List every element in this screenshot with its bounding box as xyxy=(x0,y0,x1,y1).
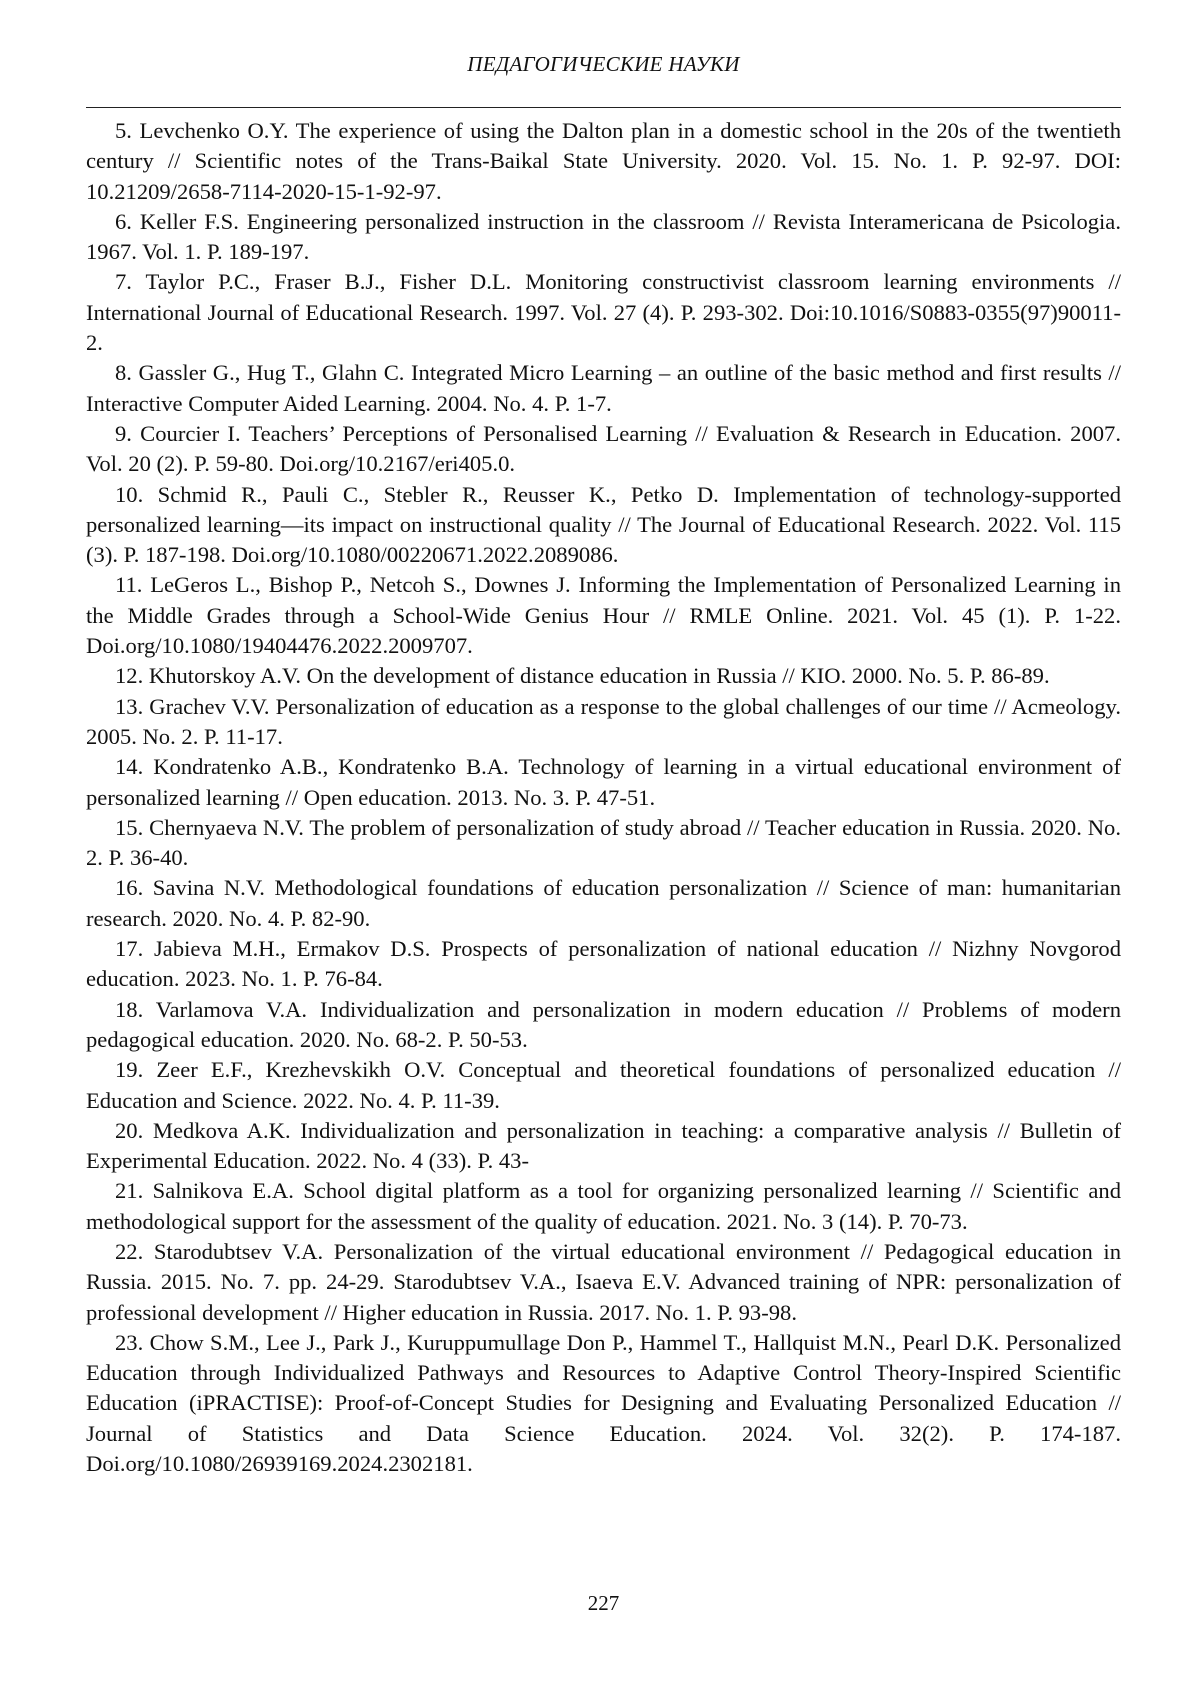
reference-item-19: 19. Zeer E.F., Krezhevskikh O.V. Conceptual and theoretical foundations of personalized education // Education and Science. 2022. No. 4. P. 11-39. xyxy=(86,1057,1121,1113)
reference-item-5: 5. Levchenko O.Y. The experience of using the Dalton plan in a domestic school in the 20s of the twentieth century // Scientific notes of the Trans-Baikal State University. 2020. Vol. 15. No. 1. P. 92-97. DOI: 10.21209/2658-7114-2020-15-1-92-97. xyxy=(86,118,1121,204)
page-number: 227 xyxy=(587,1591,620,1615)
reference-item-7: 7. Taylor P.C., Fraser B.J., Fisher D.L. Monitoring constructivist classroom learning environments // International Journal of Educational Research. 1997. Vol. 27 (4). P. 293-302. Doi:10.1016/S0883-0355(97)90011-2. xyxy=(86,269,1121,356)
reference-item-21: 21. Salnikova E.A. School digital platform as a tool for organizing personalized learning // Scientific and methodological support for the assessment of the quality of education. 2021. No. 3 (14). P. 70-73. xyxy=(86,1178,1121,1234)
reference-item-12: 12. Khutorskoy A.V. On the development of distance education in Russia // KIO. 2000. No. 5. P. 86-89. xyxy=(115,663,1050,689)
reference-item-22: 22. Starodubtsev V.A. Personalization of the virtual educational environment // Pedagogical education in Russia. 2015. No. 7. pp. 24-29. Starodubtsev V.A., Isaeva E.V. Advanced training of NPR: personalization of professional development // Higher education in Russia. 2017. No. 1. P. 93-98. xyxy=(86,1238,1121,1325)
reference-item-15: 15. Chernyaeva N.V. The problem of personalization of study abroad // Teacher education in Russia. 2020. No. 2. P. 36-40. xyxy=(86,814,1121,871)
reference-item-17: 17. Jabieva M.H., Ermakov D.S. Prospects of personalization of national education // Nizhny Novgorod education. 2023. No. 1. P. 76-84. xyxy=(86,936,1121,992)
reference-item-8: 8. Gassler G., Hug T., Glahn C. Integrated Micro Learning – an outline of the basic method and first results // Interactive Computer Aided Learning. 2004. No. 4. P. 1-7. xyxy=(86,360,1121,416)
reference-item-14: 14. Kondratenko A.B., Kondratenko B.A. Technology of learning in a virtual educational environment of personalized learning // Open education. 2013. No. 3. P. 47-51. xyxy=(86,754,1121,810)
reference-item-6: 6. Keller F.S. Engineering personalized instruction in the classroom // Revista Interamericana de Psicologia. 1967. Vol. 1. P. 189-197. xyxy=(86,208,1121,265)
reference-list xyxy=(86,116,1121,1479)
reference-item-9: 9. Courcier I. Teachers’ Perceptions of Personalised Learning // Evaluation & Research in Education. 2007. Vol. 20 (2). P. 59-80. Doi.org/10.2167/eri405.0. xyxy=(86,420,1121,477)
reference-item-13: 13. Grachev V.V. Personalization of education as a response to the global challenges of our time // Acmeology. 2005. No. 2. P. 11-17. xyxy=(86,693,1121,749)
reference-item-18: 18. Varlamova V.A. Individualization and personalization in modern education // Problems of modern pedagogical education. 2020. No. 68-2. P. 50-53. xyxy=(86,996,1121,1052)
header-divider xyxy=(86,107,1121,108)
reference-item-10: 10. Schmid R., Pauli C., Stebler R., Reusser K., Petko D. Implementation of technology-supported personalized learning—its impact on instructional quality // The Journal of Educational Research. 2022. Vol. 115 (3). P. 187-198. Doi.org/10.1080/00220671.2022.2089086. xyxy=(86,481,1121,568)
reference-item-20: 20. Medkova A.K. Individualization and personalization in teaching: a comparative analysis // Bulletin of Experimental Education. 2022. No. 4 (33). P. 43- xyxy=(86,1117,1121,1174)
reference-item-23: 23. Chow S.M., Lee J., Park J., Kuruppumullage Don P., Hammel T., Hallquist M.N., Pearl D.K. Personalized Education through Individualized Pathways and Resources to Adaptive Control Theory-Inspired Scientific Education (iPRACTISE): Proof-of-Concept Studies for Designing and Evaluating Personalized Education // Journal of Statistics and Data Science Education. 2024. Vol. 32(2). P. 174-187. Doi.org/10.1080/26939169.2024.2302181. xyxy=(86,1329,1121,1477)
reference-item-16: 16. Savina N.V. Methodological foundations of education personalization // Science of man: humanitarian research. 2020. No. 4. P. 82-90. xyxy=(86,875,1121,931)
running-header: ПЕДАГОГИЧЕСКИЕ НАУКИ xyxy=(467,52,740,76)
reference-item-11: 11. LeGeros L., Bishop P., Netcoh S., Downes J. Informing the Implementation of Personalized Learning in the Middle Grades through a School-Wide Genius Hour // RMLE Online. 2021. Vol. 45 (1). P. 1-22. Doi.org/10.1080/19404476.2022.2009707. xyxy=(86,572,1121,659)
